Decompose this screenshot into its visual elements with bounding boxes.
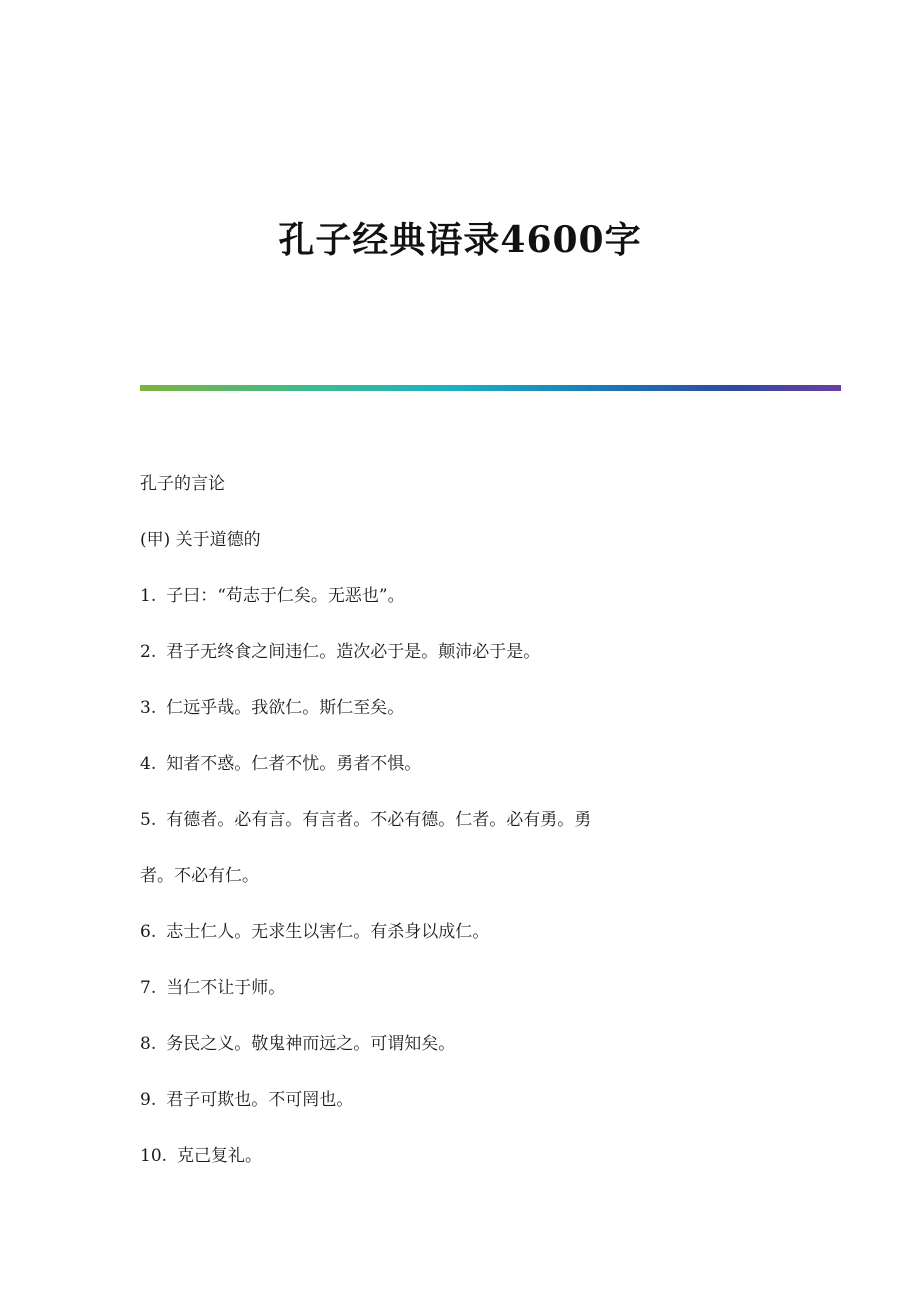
list-item-number: 8. (140, 1034, 157, 1054)
list-item-text: 君子可欺也。不可罔也。 (166, 1090, 354, 1110)
list-item (140, 640, 780, 664)
list-item (140, 1144, 780, 1168)
list-item (140, 696, 780, 720)
list-item-text: 有德者。必有言。有言者。不必有德。仁者。必有勇。勇 (166, 810, 592, 830)
list-item-number: 5. (140, 810, 157, 830)
list-item (140, 808, 780, 832)
list-item-number: 1. (140, 586, 157, 606)
list-item-text: 君子无终食之间违仁。造次必于是。颠沛必于是。 (166, 642, 541, 662)
list-item-text: 务民之义。敬鬼神而远之。可谓知矣。 (166, 1034, 456, 1054)
subsection-heading: (甲) 关于道德的 (140, 530, 261, 550)
list-item-number: 2. (140, 642, 157, 662)
list-item-number: 9. (140, 1090, 157, 1110)
section-heading: 孔子的言论 (140, 474, 225, 494)
list-item (140, 920, 780, 944)
list-item-text: 志士仁人。无求生以害仁。有杀身以成仁。 (166, 922, 490, 942)
list-item-text: 知者不惑。仁者不忧。勇者不惧。 (166, 754, 422, 774)
list-item-text: 克己复礼。 (177, 1146, 263, 1166)
list-item-text: 当仁不让于师。 (166, 978, 286, 998)
list-item-number: 4. (140, 754, 157, 774)
document-title: 孔子经典语录4600字 (278, 219, 642, 261)
list-item-number: 3. (140, 698, 157, 718)
list-item (140, 752, 780, 776)
list-item-continuation: 者。不必有仁。 (140, 866, 259, 886)
list-item-number: 10. (140, 1146, 168, 1166)
list-item-text: 仁远乎哉。我欲仁。斯仁至矣。 (166, 698, 405, 718)
gradient-divider (140, 385, 841, 391)
list-item (140, 1032, 780, 1056)
list-item (140, 584, 780, 608)
list-item (140, 976, 780, 1000)
list-item-number: 6. (140, 922, 157, 942)
list-item-text: 子曰：“苟志于仁矣。无恶也”。 (166, 586, 405, 606)
list-item-number: 7. (140, 978, 157, 998)
list-item (140, 1088, 780, 1112)
